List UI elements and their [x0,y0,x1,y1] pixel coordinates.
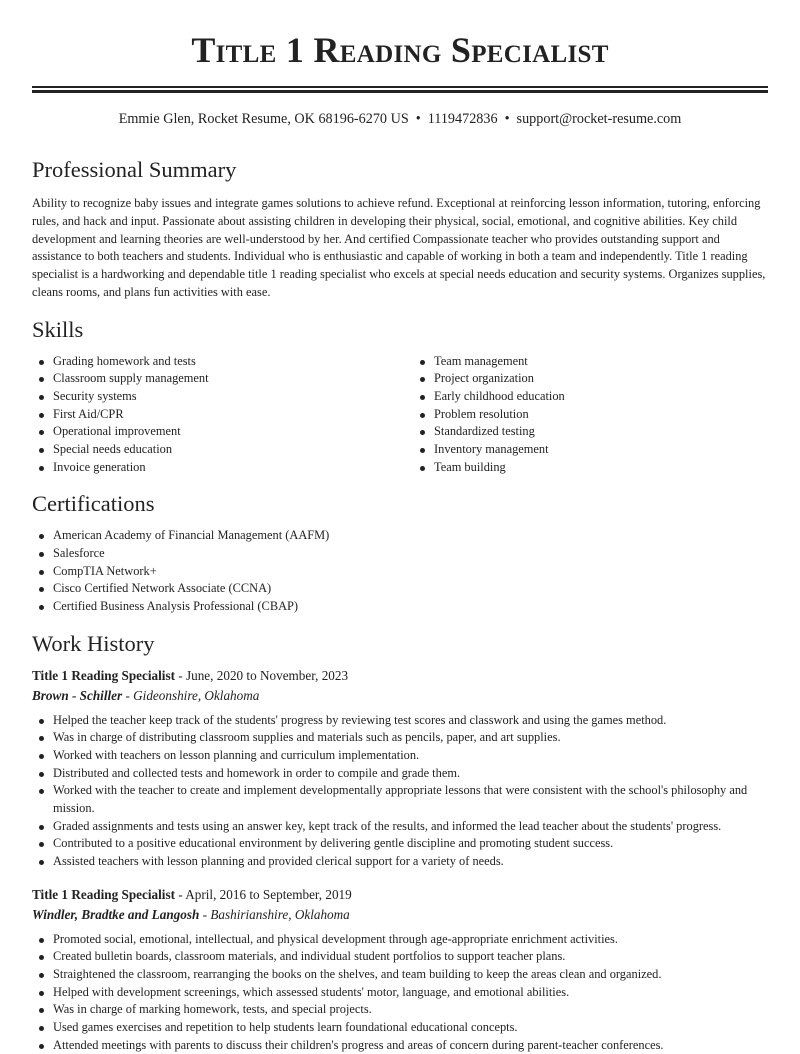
job-bullet: Helped the teacher keep track of the students' progress by reviewing test scores and classwork and using the games method. [53,712,800,730]
job-bullet: Worked with the teacher to create and implement developmentally appropriate lessons that were consistent with the school's philosophy and mission. [53,782,800,817]
work-history-heading: Work History [0,630,800,658]
skill-item: Problem resolution [434,406,798,424]
skills-heading: Skills [0,316,800,344]
job-location: - Bashirianshire, Oklahoma [199,907,349,922]
job-entry [0,885,800,1054]
job-dates: - April, 2016 to September, 2019 [175,887,352,902]
certification-item: CompTIA Network+ [53,563,800,581]
skill-item: Inventory management [434,441,798,459]
job-bullet: Was in charge of marking homework, tests, and special projects. [53,1001,800,1019]
skill-item: First Aid/CPR [53,406,417,424]
skill-item: Security systems [53,388,417,406]
job-bullet: Created bulletin boards, classroom materials, and individual student portfolios to support teacher plans. [53,948,800,966]
job-bullet: Contributed to a positive educational environment by delivering gentle discipline and promoting student success. [53,835,800,853]
job-bullets [0,712,800,871]
job-bullet: Graded assignments and tests using an answer key, kept track of the results, and informed the lead teacher about the students' progress. [53,818,800,836]
certification-item: Certified Business Analysis Professional (CBAP) [53,598,800,616]
skills-left-column [0,353,417,477]
skill-item: Invoice generation [53,459,417,477]
header-divider [32,86,768,93]
job-bullets [0,931,800,1054]
job-bullet: Distributed and collected tests and homework in order to compile and grade them. [53,765,800,783]
contact-line [0,110,800,128]
job-title-line [0,885,800,905]
job-title: Title 1 Reading Specialist [32,887,175,902]
job-company-line [0,686,800,706]
certification-item: Cisco Certified Network Associate (CCNA) [53,580,800,598]
resume-name-title: Title 1 Reading Specialist [0,0,800,72]
job-entry [0,666,800,871]
contact-address: Emmie Glen, Rocket Resume, OK 68196-6270 US [119,111,409,127]
job-bullet: Used games exercises and repetition to help students learn foundational educational concepts. [53,1019,800,1037]
job-bullet: Promoted social, emotional, intellectual, and physical development through age-appropriate enrichment activities. [53,931,800,949]
job-dates: - June, 2020 to November, 2023 [175,668,348,683]
job-company: Windler, Bradtke and Langosh [32,907,199,922]
skills-right-column [417,353,798,477]
skill-item: Early childhood education [434,388,798,406]
skill-item: Standardized testing [434,423,798,441]
skill-item: Special needs education [53,441,417,459]
certifications-heading: Certifications [0,490,800,518]
job-company-line [0,905,800,925]
skills-list [0,353,800,477]
skill-item: Classroom supply management [53,370,417,388]
skill-item: Grading homework and tests [53,353,417,371]
skill-item: Team building [434,459,798,477]
contact-separator: • [416,111,421,127]
job-bullet: Assisted teachers with lesson planning and provided clerical support for a variety of needs. [53,853,800,871]
summary-heading: Professional Summary [0,156,800,184]
contact-phone: 1119472836 [428,111,498,127]
job-title: Title 1 Reading Specialist [32,668,175,683]
skill-item: Project organization [434,370,798,388]
job-company: Brown - Schiller [32,688,122,703]
job-title-line [0,666,800,686]
skill-item: Team management [434,353,798,371]
certifications-list [0,527,800,615]
job-bullet: Attended meetings with parents to discuss their children's progress and areas of concern during parent-teacher conferences. [53,1037,800,1054]
contact-separator: • [505,111,510,127]
job-bullet: Helped with development screenings, which assessed students' motor, language, and emotional abilities. [53,984,800,1002]
job-bullet: Was in charge of distributing classroom supplies and materials such as pencils, paper, and art supplies. [53,729,800,747]
skill-item: Operational improvement [53,423,417,441]
summary-text: Ability to recognize baby issues and integrate games solutions to achieve refund. Exceptional at reinforcing lesson information, tutoring, enforcing rules, and hack and input. Passionate about assisting children in developing their physical, social, emotional, and cognitive abilities. Key child development and learning theories are well-understood by her. And certified Compassionate teacher who provides outstanding support and assistance to both teachers and students. Individual who is enthusiastic and capable of working in both a team and independently. Title 1 reading specialist is a hardworking and dependable title 1 reading specialist who excels at special needs education and security systems. Organizes supplies, cleans rooms, and plans fun activities with ease. [0,195,800,302]
job-location: - Gideonshire, Oklahoma [122,688,259,703]
job-bullet: Straightened the classroom, rearranging the books on the shelves, and team building to keep the areas clean and organized. [53,966,800,984]
job-bullet: Worked with teachers on lesson planning and curriculum implementation. [53,747,800,765]
certification-item: American Academy of Financial Management (AAFM) [53,527,800,545]
certification-item: Salesforce [53,545,800,563]
contact-email[interactable]: support@rocket-resume.com [517,111,682,127]
